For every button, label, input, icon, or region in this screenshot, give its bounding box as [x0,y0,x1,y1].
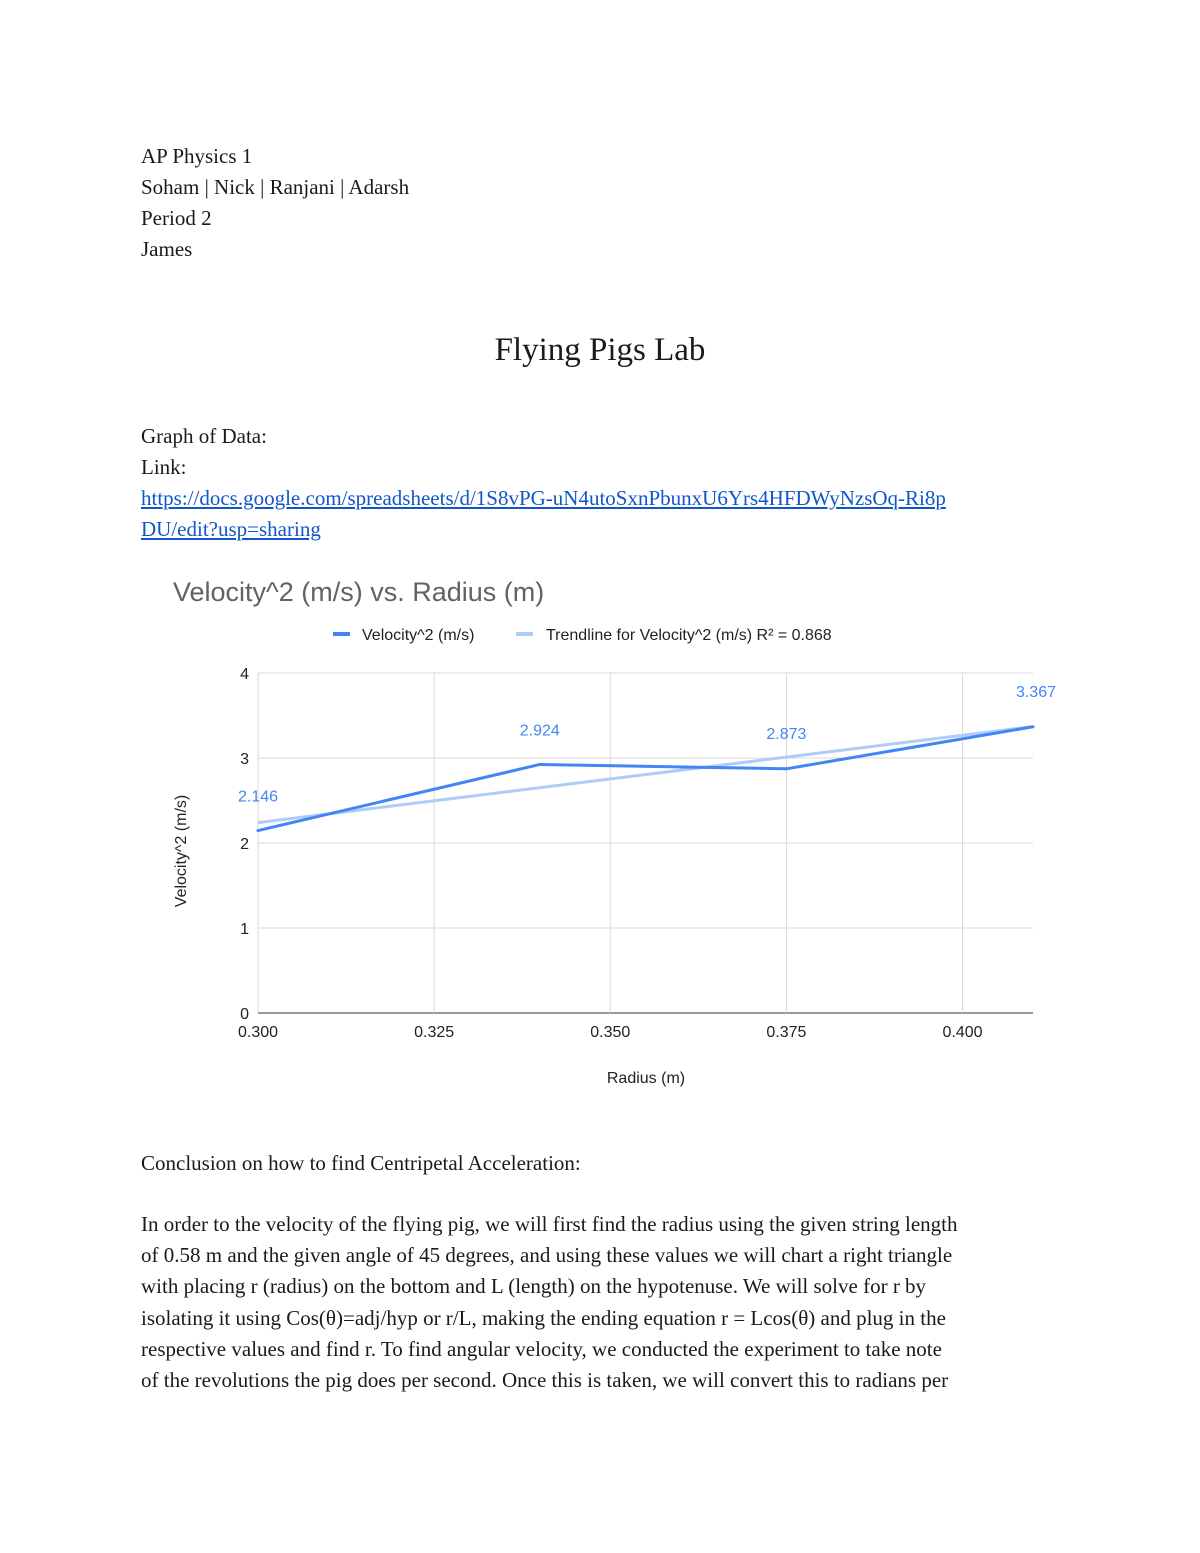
trendline [258,727,1033,823]
y-tick-label: 4 [240,666,249,683]
spreadsheet-link-line-2[interactable]: DU/edit?usp=sharing [141,517,321,541]
class-period: Period 2 [141,206,212,230]
paragraph-line: isolating it using Cos(θ)=adj/hyp or r/L, making the ending equation r = Lcos(θ) and plug in the [141,1305,946,1330]
data-label: 2.873 [766,725,807,743]
data-point [785,767,788,770]
x-tick-label: 0.400 [942,1024,983,1041]
y-tick-label: 0 [240,1006,249,1023]
group-members: Soham | Nick | Ranjani | Adarsh [141,175,410,199]
data-label: 2.924 [519,722,560,740]
paragraph-line: respective values and find r. To find angular velocity, we conducted the experiment to take note [141,1336,942,1361]
paragraph-line: of 0.58 m and the given angle of 45 degrees, and using these values we will chart a right triangle [141,1243,953,1268]
page-title: Flying Pigs Lab [494,332,706,368]
course-name: AP Physics 1 [141,144,253,168]
spreadsheet-link-line-1[interactable]: https://docs.google.com/spreadsheets/d/1S8vPG-uN4utoSxnPbunxU6Yrs4HFDWyNzsOq-Ri8p [141,486,946,510]
data-label: 2.146 [237,788,279,806]
graph-section-heading: Graph of Data: [141,424,267,448]
legend-label-velocity: Velocity^2 (m/s) [362,627,475,644]
link-label: Link: [141,455,187,479]
paragraph-line: In order to the velocity of the flying pig, we will first find the radius using the given string length [141,1212,958,1236]
legend-label-trendline: Trendline for Velocity^2 (m/s) R² = 0.868 [546,627,832,644]
teacher-name: James [141,237,193,261]
x-tick-label: 0.300 [237,1024,279,1041]
data-point [257,829,260,832]
y-tick-label: 3 [240,751,249,768]
x-tick-label: 0.350 [590,1024,631,1041]
data-label: 3.367 [1015,683,1056,701]
y-tick-label: 1 [240,921,249,938]
data-point [538,763,541,766]
paragraph-line: with placing r (radius) on the bottom and L (length) on the hypotenuse. We will solve for r by [141,1274,927,1299]
x-axis-title: Radius (m) [606,1070,686,1087]
conclusion-paragraph [141,1209,1066,1396]
y-tick-label: 2 [240,836,249,853]
conclusion-heading: Conclusion on how to find Centripetal Acceleration: [141,1151,581,1175]
x-tick-label: 0.325 [414,1024,455,1041]
x-tick-label: 0.375 [766,1024,807,1041]
chart-title: Velocity^2 (m/s) vs. Radius (m) [173,577,545,607]
paragraph-line: of the revolutions the pig does per second. Once this is taken, we will convert this to radians per [141,1368,949,1393]
y-axis-title: Velocity^2 (m/s) [173,794,190,908]
data-point [1032,725,1035,728]
